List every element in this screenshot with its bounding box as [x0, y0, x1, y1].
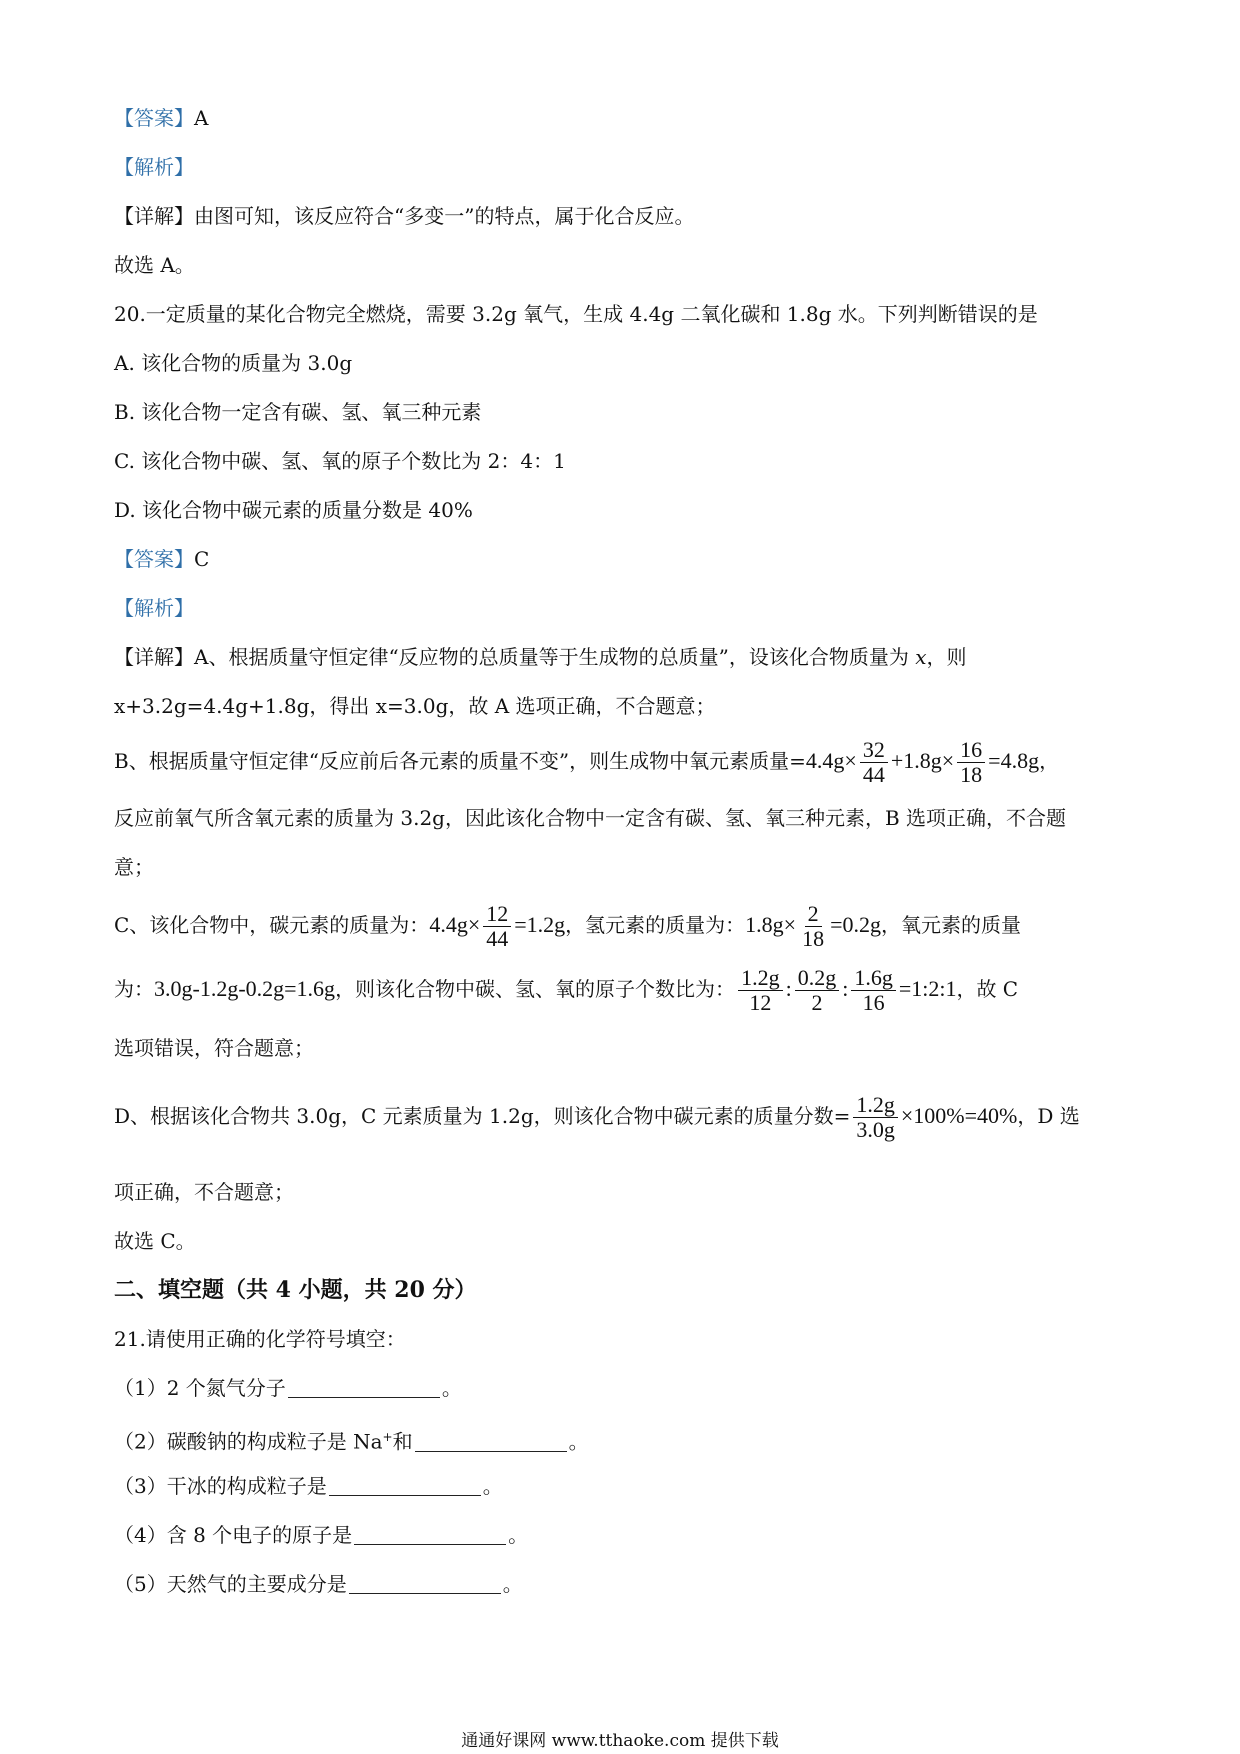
- denominator: 44: [862, 762, 885, 787]
- ion-charge: +: [382, 1430, 393, 1444]
- q20-stem: 20.一定质量的某化合物完全燃烧，需要 3.2g 氧气，生成 4.4g 二氧化碳和 1.8g 水。下列判断错误的是: [114, 302, 1038, 326]
- fraction: [957, 738, 985, 787]
- q21-stem: 21.请使用正确的化学符号填空：: [114, 1327, 406, 1351]
- q21-part-5: [114, 1570, 523, 1598]
- detail-a-line2: x+3.2g=4.4g+1.8g，得出 x=3.0g，故 A 选项正确，不合题意；: [114, 694, 716, 718]
- detail-c-text3: ，故 C: [956, 977, 1019, 1001]
- detail-a-text2: ，则: [926, 645, 967, 669]
- answer-tag: 【答案】: [114, 547, 194, 571]
- math-expr: +1.8g×: [890, 748, 955, 773]
- punct: 。: [568, 1429, 589, 1454]
- fraction: [853, 1093, 898, 1142]
- fraction: [483, 902, 511, 951]
- denominator: 44: [486, 926, 509, 951]
- detail-c-text: C、该化合物中，碳元素的质量为：: [114, 913, 430, 937]
- fraction: [860, 738, 888, 787]
- answer-blank[interactable]: [329, 1475, 481, 1496]
- conclusion-19: 故选 A。: [114, 253, 195, 277]
- q21-part-4: [114, 1521, 528, 1549]
- math-expr: 3.0g-1.2g-0.2g=1.6g: [154, 976, 336, 1001]
- math-expr: ×100%=40%: [900, 1103, 1018, 1128]
- detail-c-line3: 选项错误，符合题意；: [114, 1036, 314, 1060]
- numerator: 1.2g: [853, 1093, 898, 1118]
- numerator: 32: [860, 738, 888, 763]
- math-expr: 1.8g×: [745, 912, 797, 937]
- answer-value: C: [194, 547, 210, 571]
- part-label: （3）干冰的构成粒子是: [114, 1474, 327, 1498]
- math-expr: 4.4g×: [805, 748, 857, 773]
- detail-d-text2: ，D 选: [1017, 1104, 1080, 1128]
- detail-d-line1: [114, 1093, 1080, 1142]
- answer-value: A: [194, 106, 209, 130]
- fraction: [795, 966, 840, 1015]
- q20-option-a: A. 该化合物的质量为 3.0g: [114, 351, 353, 375]
- page-footer: 通通好课网 www.tthaoke.com 提供下载: [461, 1731, 779, 1751]
- analysis-tag: 【解析】: [114, 155, 194, 179]
- part-label-2: 和: [392, 1429, 413, 1454]
- numerator: 1.6g: [851, 966, 896, 991]
- math-expr: =0.2g: [830, 912, 881, 937]
- punct: 。: [502, 1572, 523, 1596]
- detail-c-line2: [114, 966, 1018, 1015]
- part-label: （5）天然气的主要成分是: [114, 1572, 347, 1596]
- fraction: [738, 966, 783, 1015]
- q21-part-3: [114, 1472, 503, 1500]
- detail-tag: 【详解】: [114, 645, 194, 669]
- denominator: 2: [811, 990, 823, 1015]
- math-expr: =1.2g: [514, 912, 566, 937]
- answer-blank[interactable]: [415, 1431, 567, 1452]
- numerator: 2: [805, 902, 822, 927]
- part-label: （4）含 8 个电子的原子是: [114, 1523, 353, 1547]
- punct: 。: [508, 1523, 529, 1547]
- answer-blank[interactable]: [349, 1573, 501, 1594]
- q20-option-c: C. 该化合物中碳、氢、氧的原子个数比为 2：4：1: [114, 449, 566, 473]
- answer-line-20: [114, 545, 209, 573]
- detail-b-line2: 反应前氧气所含氧元素的质量为 3.2g，因此该化合物中一定含有碳、氢、氧三种元素，B 选项正确，不合题: [114, 806, 1067, 830]
- part-label: （2）碳酸钠的构成粒子是 Na: [114, 1429, 383, 1454]
- variable-x: x: [915, 645, 927, 669]
- detail-b-text: B、根据质量守恒定律“反应前后各元素的质量不变”，则生成物中氧元素质量=: [114, 749, 806, 773]
- numerator: 1.2g: [738, 966, 783, 991]
- detail-line-19: [114, 202, 694, 230]
- q20-option-b: B. 该化合物一定含有碳、氢、氧三种元素: [114, 400, 482, 424]
- denominator: 18: [802, 926, 825, 951]
- ratio-colon: :: [842, 976, 849, 1001]
- answer-blank[interactable]: [354, 1524, 506, 1545]
- denominator: 3.0g: [856, 1117, 895, 1142]
- detail-d-text: D、根据该化合物共 3.0g，C 元素质量为 1.2g，则该化合物中碳元素的质量分数=: [114, 1104, 851, 1128]
- detail-c-line1: [114, 902, 1021, 951]
- section-title: 二、填空题（共 4 小题，共 20 分）: [114, 1277, 477, 1303]
- q21-part-2: [114, 1423, 589, 1456]
- punct: 。: [441, 1376, 462, 1400]
- conclusion-20: 故选 C。: [114, 1229, 196, 1253]
- detail-c-text2: ，则该化合物中碳、氢、氧的原子个数比为：: [335, 977, 736, 1001]
- answer-line-19: [114, 104, 208, 132]
- analysis-tag: 【解析】: [114, 596, 194, 620]
- denominator: 16: [862, 990, 885, 1015]
- numerator: 0.2g: [795, 966, 840, 991]
- ratio-colon: :: [785, 976, 792, 1001]
- punct: ，: [1039, 749, 1060, 773]
- numerator: 16: [957, 738, 985, 763]
- q21-part-1: [114, 1374, 462, 1402]
- fraction: [851, 966, 896, 1015]
- detail-c-text3: ，氧元素的质量: [881, 913, 1021, 937]
- denominator: 12: [749, 990, 772, 1015]
- detail-tag: 【详解】: [114, 204, 194, 228]
- fraction: [799, 902, 827, 951]
- detail-c-text2: ，氢元素的质量为：: [565, 913, 746, 937]
- detail-a-line1: [114, 643, 967, 671]
- math-expr: =4.8g: [988, 748, 1040, 773]
- punct: 。: [482, 1474, 503, 1498]
- answer-tag: 【答案】: [114, 106, 194, 130]
- answer-blank[interactable]: [288, 1377, 440, 1398]
- math-expr: =1:2:1: [898, 976, 957, 1001]
- detail-b-line1: [114, 738, 1059, 787]
- detail-a-text: A、根据质量守恒定律“反应物的总质量等于生成物的总质量”，设该化合物质量为: [194, 645, 909, 669]
- numerator: 12: [483, 902, 511, 927]
- q20-option-d: D. 该化合物中碳元素的质量分数是 40%: [114, 498, 473, 522]
- detail-d-line2: 项正确，不合题意；: [114, 1180, 294, 1204]
- detail-c-text: 为：: [114, 977, 154, 1001]
- math-expr: 4.4g×: [429, 912, 481, 937]
- detail-text: 由图可知，该反应符合“多变一”的特点，属于化合反应。: [194, 204, 695, 228]
- part-label: （1）2 个氮气分子: [114, 1376, 286, 1400]
- detail-b-line3: 意；: [114, 855, 154, 879]
- denominator: 18: [960, 762, 983, 787]
